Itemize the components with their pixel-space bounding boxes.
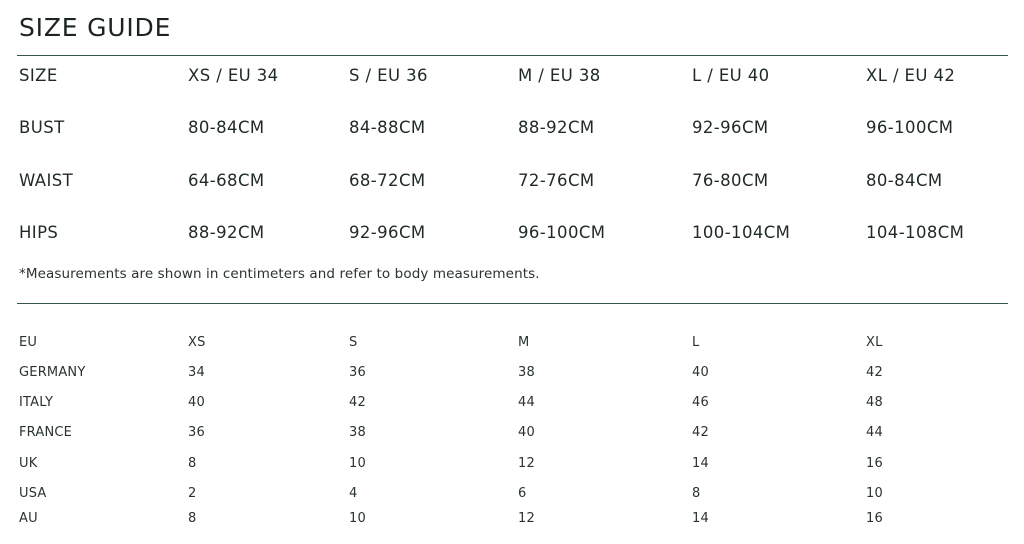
table-cell: 40 — [518, 425, 535, 440]
row-label: USA — [19, 486, 47, 501]
table-cell: 10 — [349, 456, 366, 471]
table-cell: 16 — [866, 511, 883, 526]
page-title: SIZE GUIDE — [19, 13, 172, 42]
table-cell: 14 — [692, 456, 709, 471]
table-cell: 42 — [866, 365, 883, 380]
table-cell: 88-92CM — [188, 223, 265, 242]
table-cell: 68-72CM — [349, 171, 426, 190]
table-cell: 8 — [188, 456, 197, 471]
table-cell: 10 — [866, 486, 883, 501]
table-cell: 104-108CM — [866, 223, 965, 242]
measurements-header-cell: L / EU 40 — [692, 66, 770, 85]
table-cell: 72-76CM — [518, 171, 595, 190]
conversion-header-cell: S — [349, 335, 358, 350]
conversion-header-cell: M — [518, 335, 530, 350]
row-label: BUST — [19, 118, 65, 137]
row-label: FRANCE — [19, 425, 73, 440]
measurements-note: *Measurements are shown in centimeters and refer to body measurements. — [19, 266, 540, 282]
table-cell: 12 — [518, 456, 535, 471]
conversion-header-cell: EU — [19, 335, 38, 350]
table-cell: 38 — [349, 425, 366, 440]
row-label: HIPS — [19, 223, 59, 242]
measurements-header-cell: M / EU 38 — [518, 66, 601, 85]
table-cell: 92-96CM — [692, 118, 769, 137]
row-label: WAIST — [19, 171, 74, 190]
table-cell: 80-84CM — [866, 171, 943, 190]
measurements-header-cell: S / EU 36 — [349, 66, 428, 85]
table-cell: 40 — [188, 395, 205, 410]
section-divider — [17, 303, 1008, 304]
table-cell: 8 — [692, 486, 701, 501]
table-cell: 4 — [349, 486, 358, 501]
table-cell: 2 — [188, 486, 197, 501]
table-cell: 84-88CM — [349, 118, 426, 137]
table-cell: 96-100CM — [866, 118, 954, 137]
table-cell: 16 — [866, 456, 883, 471]
table-cell: 10 — [349, 511, 366, 526]
table-cell: 80-84CM — [188, 118, 265, 137]
table-cell: 8 — [188, 511, 197, 526]
top-divider — [17, 55, 1008, 56]
table-cell: 48 — [866, 395, 883, 410]
table-cell: 6 — [518, 486, 527, 501]
table-cell: 34 — [188, 365, 205, 380]
row-label: AU — [19, 511, 38, 526]
table-cell: 42 — [349, 395, 366, 410]
conversion-header-cell: XL — [866, 335, 883, 350]
measurements-header-cell: XL / EU 42 — [866, 66, 956, 85]
row-label: UK — [19, 456, 38, 471]
table-cell: 38 — [518, 365, 535, 380]
table-cell: 44 — [518, 395, 535, 410]
table-cell: 36 — [349, 365, 366, 380]
row-label: GERMANY — [19, 365, 86, 380]
table-cell: 100-104CM — [692, 223, 791, 242]
table-cell: 40 — [692, 365, 709, 380]
table-cell: 12 — [518, 511, 535, 526]
table-cell: 96-100CM — [518, 223, 606, 242]
measurements-header-cell: XS / EU 34 — [188, 66, 279, 85]
table-cell: 36 — [188, 425, 205, 440]
table-cell: 44 — [866, 425, 883, 440]
row-label: ITALY — [19, 395, 54, 410]
table-cell: 92-96CM — [349, 223, 426, 242]
measurements-header-cell: SIZE — [19, 66, 58, 85]
table-cell: 64-68CM — [188, 171, 265, 190]
table-cell: 42 — [692, 425, 709, 440]
conversion-header-cell: XS — [188, 335, 206, 350]
table-cell: 46 — [692, 395, 709, 410]
table-cell: 14 — [692, 511, 709, 526]
table-cell: 76-80CM — [692, 171, 769, 190]
conversion-header-cell: L — [692, 335, 700, 350]
table-cell: 88-92CM — [518, 118, 595, 137]
